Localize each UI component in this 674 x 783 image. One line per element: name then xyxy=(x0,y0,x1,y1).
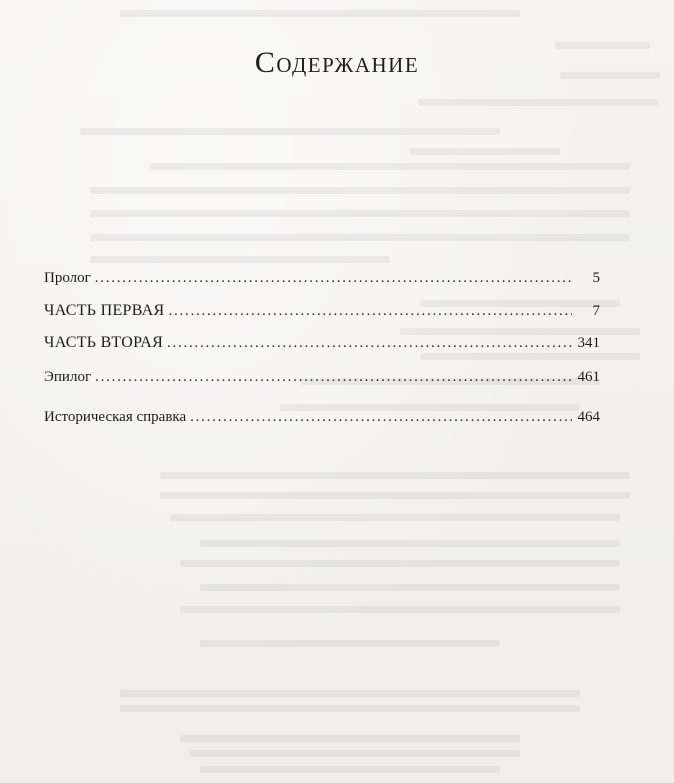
dot-leader xyxy=(95,270,572,287)
toc-entry-prologue xyxy=(44,270,600,287)
toc-entry-label: ЧАСТЬ ВТОРАЯ xyxy=(44,334,164,351)
toc-entry-page: 5 xyxy=(592,270,600,286)
dot-leader xyxy=(190,409,572,426)
toc-entry-label: Пролог xyxy=(44,270,91,286)
dot-leader xyxy=(169,303,572,320)
toc-entry-label: ЧАСТЬ ПЕРВАЯ xyxy=(44,302,165,319)
page-title: Содержание xyxy=(254,46,420,79)
toc-entry-part-two xyxy=(44,334,600,352)
dot-leader xyxy=(167,335,572,352)
toc-entry-page: 341 xyxy=(577,335,600,351)
toc-entry-page: 7 xyxy=(592,303,600,319)
toc-entry-label: Эпилог xyxy=(44,369,92,385)
toc-entry-historical-note xyxy=(44,409,600,426)
toc-entry-part-one xyxy=(44,302,600,320)
toc-entry-epilogue xyxy=(44,369,600,386)
dot-leader xyxy=(95,369,572,386)
toc-entry-page: 461 xyxy=(577,369,600,385)
toc-entry-page: 464 xyxy=(577,409,600,425)
toc-entry-label: Историческая справка xyxy=(44,409,187,425)
